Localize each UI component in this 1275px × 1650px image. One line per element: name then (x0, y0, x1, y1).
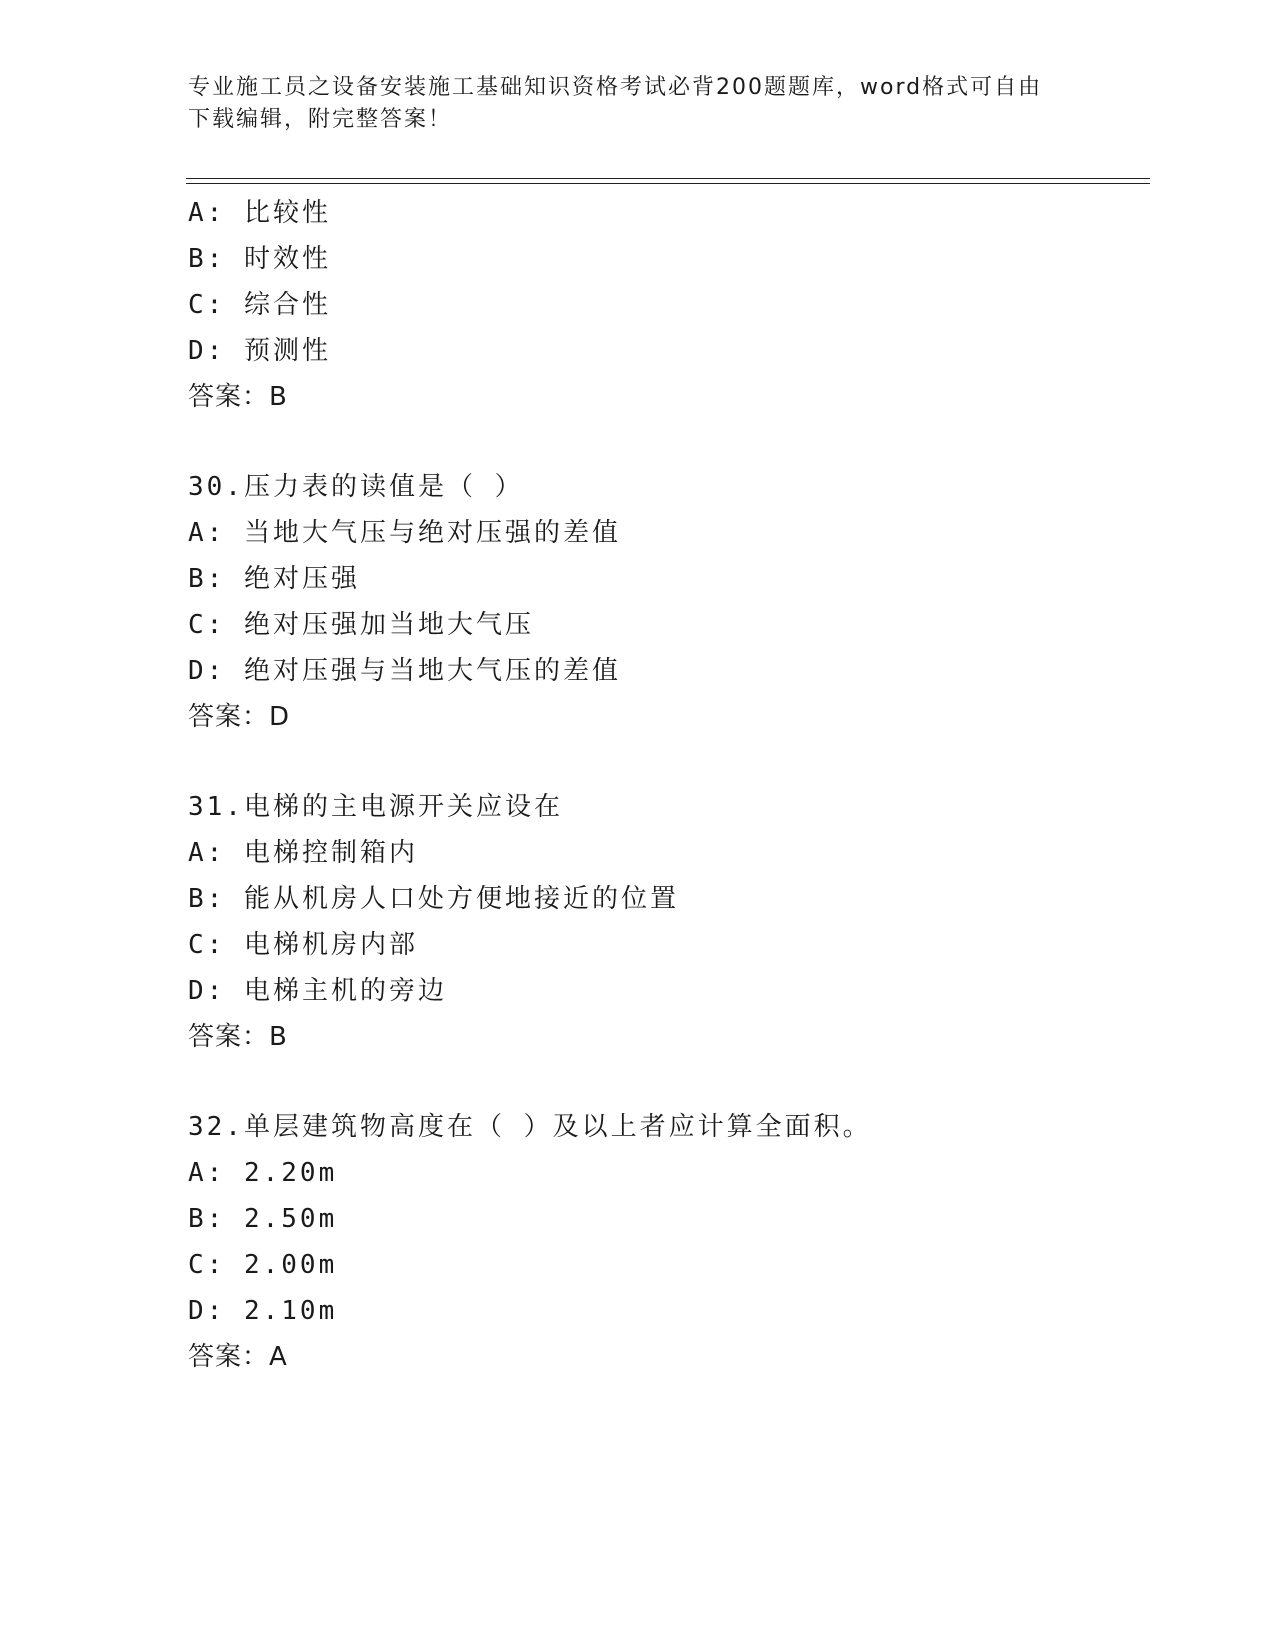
question-block-32 (188, 1104, 1148, 1380)
option-c: C: 2.00m (188, 1250, 338, 1280)
answer-line: 答案：B (188, 1022, 288, 1052)
option-b: B: 能从机房人口处方便地接近的位置 (188, 884, 679, 914)
question-text: 30.压力表的读值是（ ） (188, 472, 524, 502)
option-b: B: 绝对压强 (188, 564, 360, 594)
spacer (188, 740, 1148, 784)
answer-line: 答案：A (188, 1342, 288, 1372)
question-list (188, 190, 1148, 1380)
option-b: B: 2.50m (188, 1204, 338, 1234)
spacer (188, 420, 1148, 464)
document-header (188, 72, 1088, 136)
option-b: B: 时效性 (188, 244, 331, 274)
question-block-31 (188, 784, 1148, 1060)
header-divider-bottom (186, 183, 1150, 184)
option-d: D: 绝对压强与当地大气压的差值 (188, 656, 621, 686)
header-line-2: 下载编辑，附完整答案！ (188, 107, 453, 132)
option-a: A: 2.20m (188, 1158, 338, 1188)
option-d: D: 电梯主机的旁边 (188, 976, 447, 1006)
question-block-30 (188, 464, 1148, 740)
question-text: 31.电梯的主电源开关应设在 (188, 792, 563, 822)
option-c: C: 综合性 (188, 290, 331, 320)
answer-line: 答案：D (188, 702, 291, 732)
question-text: 32.单层建筑物高度在（ ）及以上者应计算全面积。 (188, 1112, 872, 1142)
option-c: C: 电梯机房内部 (188, 930, 418, 960)
option-a: A: 当地大气压与绝对压强的差值 (188, 518, 621, 548)
header-line-1: 专业施工员之设备安装施工基础知识资格考试必背200题题库，word格式可自由 (188, 75, 1043, 100)
spacer (188, 1060, 1148, 1104)
option-a: A: 比较性 (188, 198, 331, 228)
answer-line: 答案：B (188, 382, 288, 412)
option-a: A: 电梯控制箱内 (188, 838, 418, 868)
question-block-29 (188, 190, 1148, 420)
option-c: C: 绝对压强加当地大气压 (188, 610, 534, 640)
header-divider-top (186, 178, 1150, 179)
option-d: D: 预测性 (188, 336, 331, 366)
option-d: D: 2.10m (188, 1296, 338, 1326)
